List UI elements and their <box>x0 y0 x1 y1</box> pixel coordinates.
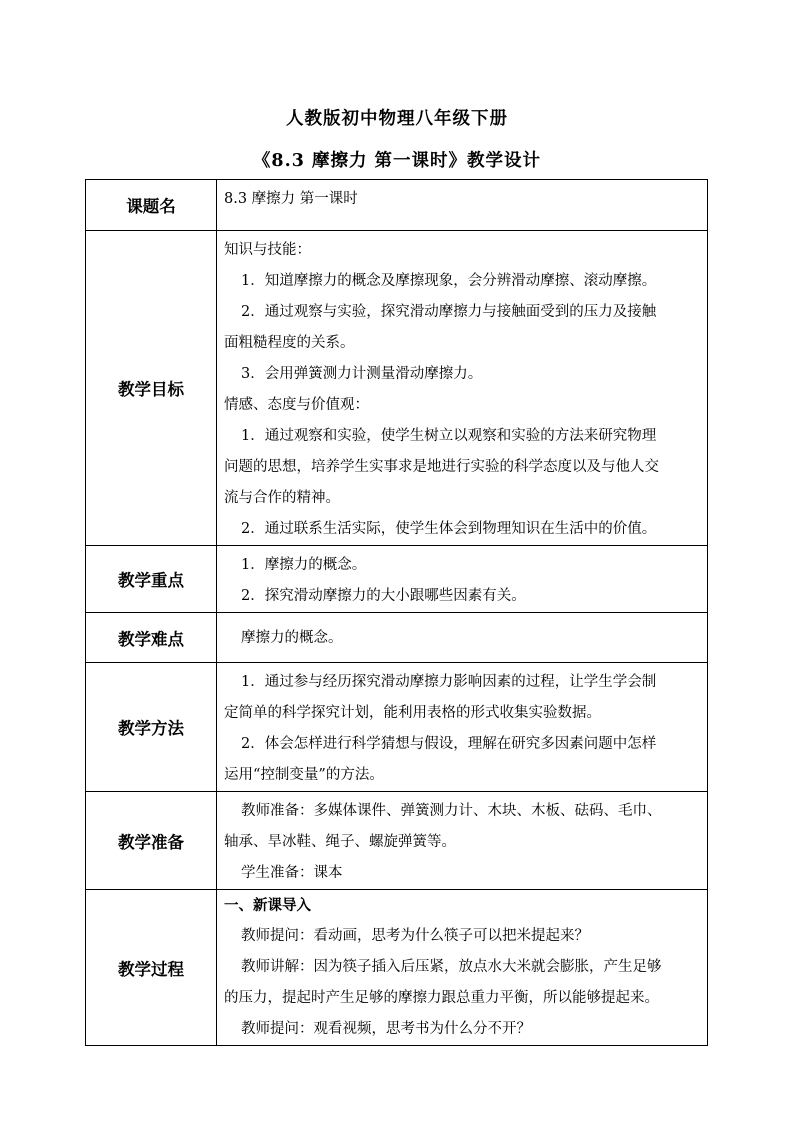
methods-line: 1．通过参与经历探究滑动摩擦力影响因素的过程，让学生学会制 <box>241 674 657 690</box>
row-content-key-points <box>217 546 708 613</box>
row-label-topic: 课题名 <box>86 180 217 231</box>
methods-line: 定简单的科学探究计划，能利用表格的形式收集实验数据。 <box>224 705 601 721</box>
lesson-plan-table <box>85 179 708 1046</box>
row-label-process: 教学过程 <box>86 890 217 1046</box>
preparation-line: 轴承、旱冰鞋、绳子、螺旋弹簧等。 <box>224 834 456 850</box>
document-title: 人教版初中物理八年级下册 <box>286 109 508 129</box>
row-label-preparation: 教学准备 <box>86 792 217 890</box>
goals-line: 情感、态度与价值观： <box>224 397 369 413</box>
key-points-line: 2．探究滑动摩擦力的大小跟哪些因素有关。 <box>241 588 526 604</box>
row-content-methods <box>217 663 708 792</box>
table-row-preparation <box>86 792 708 890</box>
goals-line: 2．通过观察与实验，探究滑动摩擦力与接触面受到的压力及接触 <box>241 304 657 320</box>
process-section-heading: 一、新课导入 <box>224 897 311 914</box>
methods-line: 运用“控制变量”的方法。 <box>224 767 384 783</box>
row-label-key-points: 教学重点 <box>86 546 217 613</box>
table-row-goals <box>86 231 708 546</box>
row-label-methods: 教学方法 <box>86 663 217 792</box>
topic-value: 8.3 摩擦力 第一课时 <box>224 191 358 207</box>
row-content-difficulty <box>217 613 708 663</box>
goals-line: 3．会用弹簧测力计测量滑动摩擦力。 <box>241 366 483 382</box>
goals-line: 问题的思想，培养学生实事求是地进行实验的科学态度以及与他人交 <box>224 459 659 475</box>
goals-line: 知识与技能： <box>224 242 311 258</box>
preparation-line: 学生准备：课本 <box>241 865 343 881</box>
preparation-line: 教师准备：多媒体课件、弹簧测力计、木块、木板、砝码、毛巾、 <box>241 803 662 819</box>
table-row-methods <box>86 663 708 792</box>
process-line: 教师提问：看动画，思考为什么筷子可以把米提起来？ <box>241 928 589 944</box>
table-row-key-points <box>86 546 708 613</box>
goals-line: 2．通过联系生活实际，使学生体会到物理知识在生活中的价值。 <box>241 521 657 537</box>
row-label-difficulty: 教学难点 <box>86 613 217 663</box>
table-row-process <box>86 890 708 1046</box>
row-label-goals: 教学目标 <box>86 231 217 546</box>
process-line: 教师提问：观看视频，思考书为什么分不开？ <box>241 1021 531 1037</box>
process-line: 的压力，提起时产生足够的摩擦力跟总重力平衡，所以能够提起来。 <box>224 990 659 1006</box>
goals-line: 面粗糙程度的关系。 <box>224 335 355 351</box>
difficulty-line: 摩擦力的概念。 <box>241 630 343 646</box>
methods-line: 2．体会怎样进行科学猜想与假设，理解在研究多因素问题中怎样 <box>241 736 657 752</box>
key-points-line: 1．摩擦力的概念。 <box>241 557 367 573</box>
table-row-topic <box>86 180 708 231</box>
goals-line: 1．通过观察和实验，使学生树立以观察和实验的方法来研究物理 <box>241 428 657 444</box>
row-content-goals <box>217 231 708 546</box>
row-content-process <box>217 890 708 1046</box>
table-row-difficulty <box>86 613 708 663</box>
row-content-topic <box>217 180 708 231</box>
document-subtitle: 《8.3 摩擦力 第一课时》教学设计 <box>252 151 542 171</box>
process-line: 教师讲解：因为筷子插入后压紧，放点水大米就会膨胀，产生足够 <box>241 959 662 975</box>
row-content-preparation <box>217 792 708 890</box>
goals-line: 流与合作的精神。 <box>224 490 340 506</box>
goals-line: 1．知道摩擦力的概念及摩擦现象，会分辨滑动摩擦、滚动摩擦。 <box>241 273 657 289</box>
